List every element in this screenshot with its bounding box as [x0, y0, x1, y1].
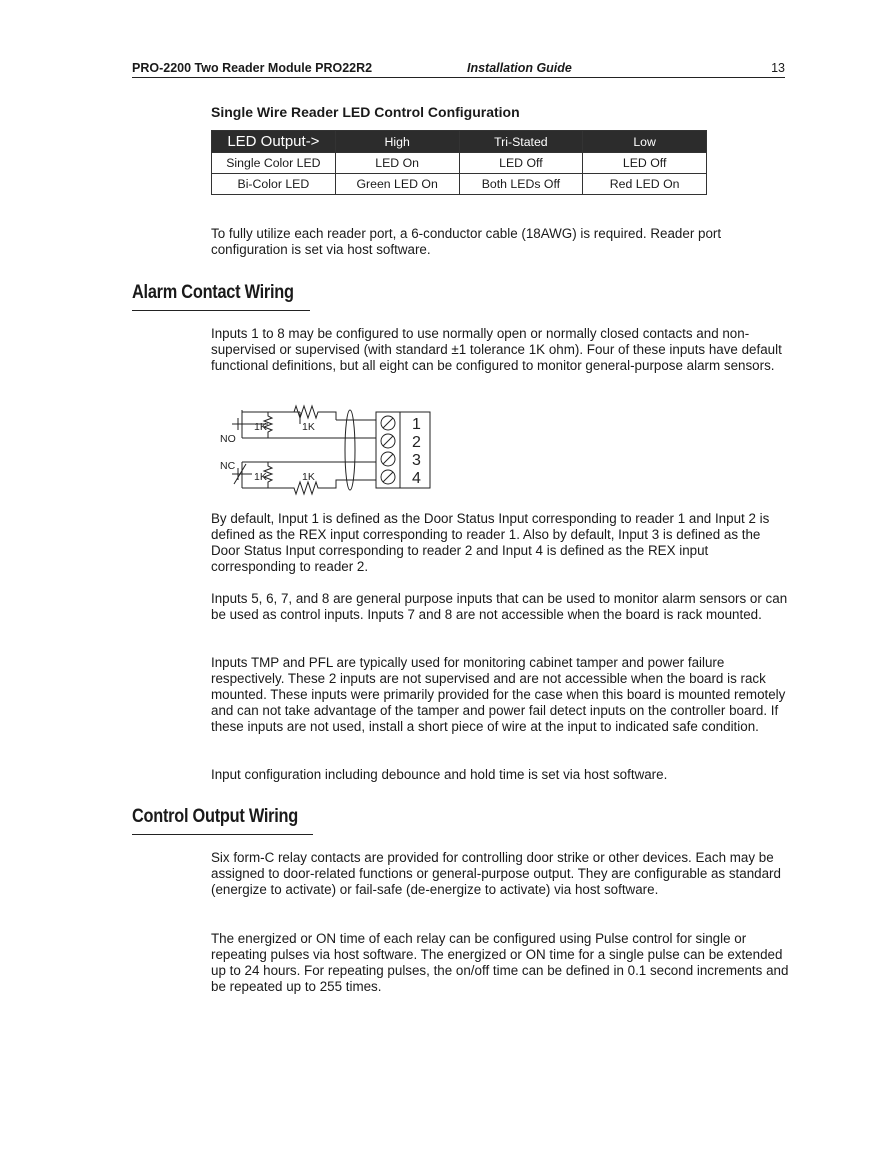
section-title-underline: [132, 310, 310, 311]
paragraph: To fully utilize each reader port, a 6-conductor cable (18AWG) is required. Reader port configuration is set via host software.: [211, 226, 722, 257]
table-header-row: [212, 131, 707, 153]
terminal-number: 3: [412, 452, 421, 469]
alarm-wiring-diagram: [216, 402, 436, 502]
resistor-label: 1K: [254, 421, 267, 433]
table-cell: LED Off: [583, 153, 707, 174]
terminal-screw-slot: [383, 454, 393, 464]
paragraph: Inputs TMP and PFL are typically used for monitoring cabinet tamper and power failure respectively. These 2 inputs are not supervised and are not accessible when the board is rack mounted. These inputs were primarily provided for the case when this board is mounted remotely and can not take advantage of the tamper and power fail detect inputs on the controller board. If these inputs are not used, install a short piece of wire at the input to indicated safe condition.: [211, 655, 786, 734]
table-row: [212, 174, 707, 195]
section-title-control: Control Output Wiring: [132, 806, 298, 827]
terminal-number: 1: [412, 416, 421, 433]
terminal-number: 4: [412, 470, 421, 487]
table-header-cell: LED Output->: [212, 131, 336, 153]
table-header-cell: High: [335, 131, 459, 153]
page-number: 13: [771, 61, 785, 75]
paragraph: By default, Input 1 is defined as the Door Status Input corresponding to reader 1 and Input 2 is defined as the REX input corresponding to reader 1. Also by default, Input 3 is defined as the Door Status Input corresponding to reader 2 and Input 4 is defined as the REX input corresponding to reader 2.: [211, 511, 770, 574]
paragraph: Six form-C relay contacts are provided for controlling door strike or other devices. Each may be assigned to door-related functions or general-purpose output. They are configurable as standard (energize to activate) or fail-safe (de-energize to activate) via host software.: [211, 850, 781, 897]
resistor-label: 1K: [302, 421, 315, 433]
table-cell: Both LEDs Off: [459, 174, 583, 195]
control-paragraph-1: [211, 850, 789, 898]
table-cell: Red LED On: [583, 174, 707, 195]
terminal-block: [376, 412, 430, 488]
table-cell: LED On: [335, 153, 459, 174]
control-paragraph-2: [211, 931, 789, 995]
diagram-label-nc: NC: [220, 460, 236, 472]
terminal-screw-slot: [383, 418, 393, 428]
header-guide-title: Installation Guide: [467, 61, 572, 75]
table-cell: Green LED On: [335, 174, 459, 195]
paragraph: The energized or ON time of each relay can be configured using Pulse control for single or repeating pulses via host software. The energized or ON time for a single pulse can be extended up to 24 hours. For repeating pulses, the on/off time can be defined in 0.1 second increments and be repeated up to 255 times.: [211, 931, 789, 994]
table-cell: LED Off: [459, 153, 583, 174]
alarm-paragraph-1: [211, 326, 789, 374]
resistor-label: 1K: [254, 471, 267, 483]
table-header-cell: Low: [583, 131, 707, 153]
page-header: [132, 60, 785, 78]
terminal-number: 2: [412, 434, 421, 451]
table-cell: Bi-Color LED: [212, 174, 336, 195]
header-document-title: PRO-2200 Two Reader Module PRO22R2: [132, 61, 373, 75]
alarm-paragraph-2: [211, 511, 789, 575]
alarm-paragraph-5: [211, 767, 789, 783]
alarm-paragraph-4: [211, 655, 789, 735]
intro-paragraph: [211, 226, 789, 258]
section-title-underline: [132, 834, 313, 835]
table-header-cell: Tri-Stated: [459, 131, 583, 153]
led-table-title: Single Wire Reader LED Control Configuration: [211, 104, 520, 120]
led-config-table: [211, 130, 707, 195]
paragraph: Inputs 5, 6, 7, and 8 are general purpose inputs that can be used to monitor alarm sensors or can be used as control inputs. Inputs 7 and 8 are not accessible when the board is rack mounted.: [211, 591, 788, 622]
resistor-label: 1K: [302, 471, 315, 483]
terminal-screw-slot: [383, 436, 393, 446]
table-row: [212, 153, 707, 174]
diagram-label-no: NO: [220, 433, 236, 445]
table-cell: Single Color LED: [212, 153, 336, 174]
alarm-paragraph-3: [211, 591, 789, 623]
paragraph: Input configuration including debounce and hold time is set via host software.: [211, 767, 668, 782]
section-title-alarm: Alarm Contact Wiring: [132, 282, 294, 303]
paragraph: Inputs 1 to 8 may be configured to use normally open or normally closed contacts and non-supervised or supervised (with standard ±1 tolerance 1K ohm). Four of these inputs have default functional definitions, but all eight can be configured to monitor general-purpose alarm sensors.: [211, 326, 782, 373]
terminal-screw-slot: [383, 472, 393, 482]
cable-shield-ellipse: [345, 410, 355, 490]
